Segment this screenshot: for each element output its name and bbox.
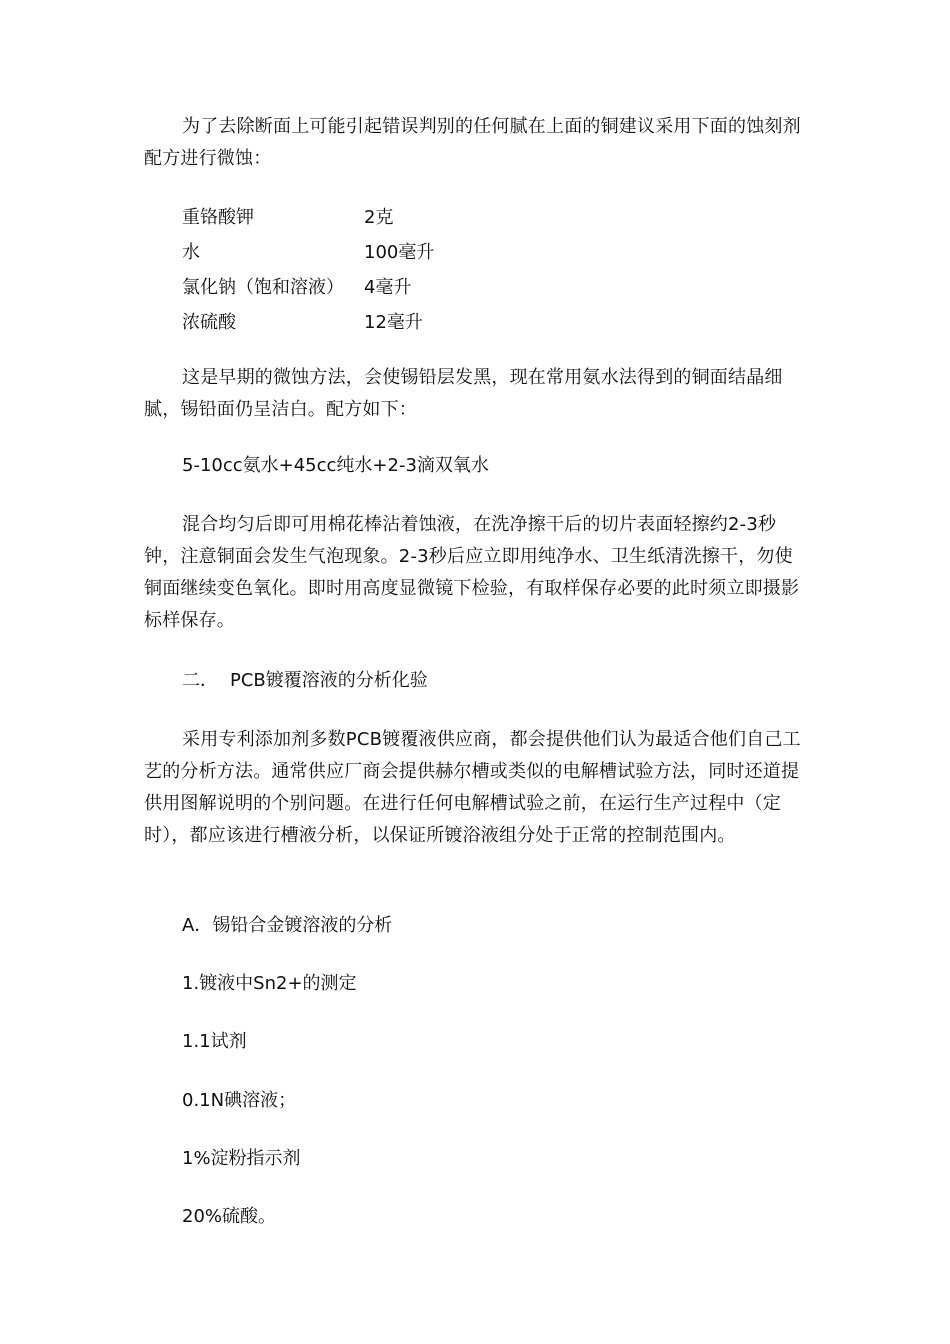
paragraph-supplier-analysis: 采用专利添加剂多数PCB镀覆液供应商，都会提供他们认为最适合他们自己工艺的分析方法。通常供应厂商会提供赫尔槽或类似的电解槽试验方法，同时还道提供用图解说明的个别问题。在进行任何电解槽试验之前，在运行生产过程中（定时），都应该进行槽液分析，以保证所镀浴液组分处于正常的控制范围内。 — [144, 729, 801, 846]
ingredient-amount: 100毫升 — [364, 241, 435, 263]
ingredient-name: 重铬酸钾 — [182, 206, 254, 228]
paragraph-procedure: 混合均匀后即可用棉花棒沾着蚀液，在洗净擦干后的切片表面轻擦约2-3秒钟，注意铜面会发生气泡现象。2-3秒后应立即用纯净水、卫生纸清洗擦干，勿使铜面继续变色氧化。即时用高度显微镜下检验，有取样保存必要的此时须立即摄影标样保存。 — [144, 514, 800, 631]
section-heading — [182, 665, 428, 697]
ammonia-formula: 5-10cc氨水+45cc纯水+2-3滴双氧水 — [182, 455, 489, 476]
subsection-heading: A．锡铅合金镀溶液的分析 — [182, 915, 393, 936]
section-number: 二． — [182, 670, 218, 691]
reagent-line: 20%硫酸。 — [182, 1206, 277, 1227]
item-heading: 1.镀液中Sn2+的测定 — [182, 973, 357, 994]
ingredient-amount: 2克 — [364, 206, 394, 228]
paragraph-ammonia-method: 这是早期的微蚀方法，会使锡铅层发黑，现在常用氨水法得到的铜面结晶细腻，锡铅面仍呈洁白。配方如下： — [144, 367, 783, 420]
ingredient-amount: 4毫升 — [364, 276, 412, 298]
table-row — [182, 198, 434, 233]
ingredient-name: 浓硫酸 — [182, 311, 236, 333]
reagent-line: 0.1N碘溶液； — [182, 1090, 297, 1111]
item-subheading: 1.1试剂 — [182, 1031, 247, 1052]
section-title: PCB镀覆溶液的分析化验 — [230, 670, 428, 691]
ingredient-name: 氯化钠（饱和溶液） — [182, 276, 344, 298]
table-row — [182, 268, 434, 303]
table-row — [182, 233, 434, 268]
paragraph-microetch-intro: 为了去除断面上可能引起错误判别的任何腻在上面的铜建议采用下面的蚀刻剂配方进行微蚀： — [144, 116, 801, 169]
reagent-line: 1%淀粉指示剂 — [182, 1148, 301, 1169]
table-row — [182, 303, 434, 338]
ingredient-amount: 12毫升 — [364, 311, 423, 333]
etchant-formula-table — [182, 198, 434, 338]
ingredient-name: 水 — [182, 241, 200, 263]
